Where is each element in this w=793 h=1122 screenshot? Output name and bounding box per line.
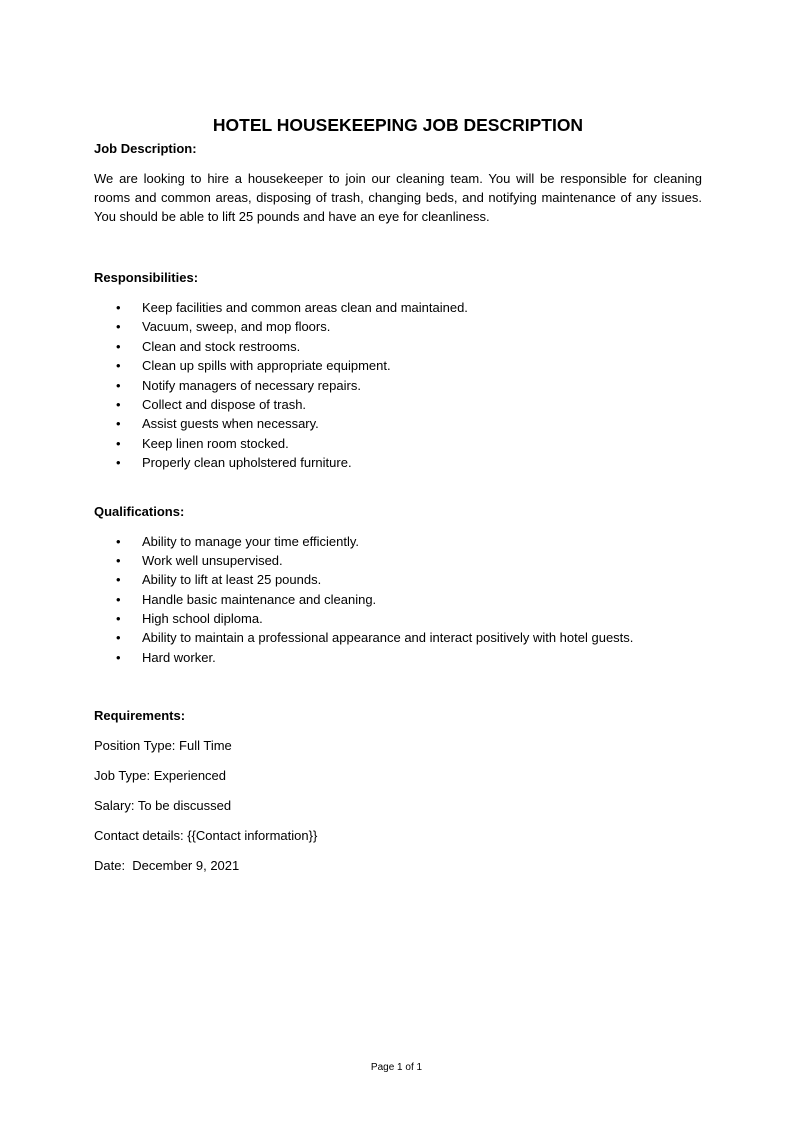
- list-item: [94, 317, 702, 336]
- list-item-text: High school diploma.: [142, 611, 263, 627]
- bullet-icon: •: [116, 435, 121, 451]
- list-item-text: Ability to maintain a professional appearance and interact positively with hotel guests.: [142, 630, 634, 646]
- bullet-icon: •: [116, 416, 121, 432]
- list-item-text: Ability to lift at least 25 pounds.: [142, 572, 322, 588]
- job-description-text: We are looking to hire a housekeeper to join our cleaning team. You will be responsible for cleaning rooms and common areas, disposing of trash, changing beds, and notifying maintenance of any issues. You should be able to lift 25 pounds and have an eye for cleanliness.: [94, 171, 702, 224]
- document-title: HOTEL HOUSEKEEPING JOB DESCRIPTION: [212, 115, 584, 135]
- list-item-text: Keep linen room stocked.: [142, 435, 289, 451]
- qualifications-heading: Qualifications:: [94, 503, 185, 519]
- job-description-heading: Job Description:: [94, 141, 197, 156]
- bullet-icon: •: [116, 572, 121, 588]
- list-item: [94, 356, 702, 375]
- bullet-icon: •: [116, 455, 121, 471]
- contact-details: Contact details: {{Contact information}}: [94, 828, 318, 844]
- bullet-icon: •: [116, 611, 121, 627]
- bullet-icon: •: [116, 358, 121, 374]
- list-item-text: Keep facilities and common areas clean and maintained.: [142, 300, 468, 315]
- list-item-text: Notify managers of necessary repairs.: [142, 377, 361, 393]
- list-item-text: Hard worker.: [142, 649, 216, 665]
- list-item-text: Work well unsupervised.: [142, 552, 283, 568]
- position-type: Position Type: Full Time: [94, 738, 232, 754]
- list-item-text: Clean up spills with appropriate equipment.: [142, 358, 391, 374]
- list-item-text: Clean and stock restrooms.: [142, 338, 301, 354]
- list-item: [94, 551, 702, 570]
- bullet-icon: •: [116, 338, 121, 354]
- page-footer: Page 1 of 1: [370, 1062, 423, 1073]
- list-item: [94, 570, 702, 589]
- bullet-icon: •: [116, 552, 121, 568]
- job-description-section: [94, 141, 702, 226]
- bullet-icon: •: [116, 649, 121, 665]
- bullet-icon: •: [116, 591, 121, 607]
- bullet-icon: •: [116, 300, 121, 315]
- list-item: [94, 414, 702, 433]
- bullet-icon: •: [116, 396, 121, 412]
- requirements-heading: Requirements:: [94, 708, 186, 724]
- list-item: [94, 376, 702, 395]
- list-item: [94, 532, 702, 551]
- list-item: [94, 337, 702, 356]
- list-item-text: Properly clean upholstered furniture.: [142, 455, 352, 471]
- list-item-text: Ability to manage your time efficiently.: [142, 533, 360, 549]
- list-item: [94, 453, 702, 472]
- list-item: [94, 434, 702, 453]
- bullet-icon: •: [116, 630, 121, 646]
- requirements-section: [94, 708, 702, 874]
- list-item: [94, 298, 702, 317]
- list-item: [94, 628, 702, 647]
- bullet-icon: •: [116, 533, 121, 549]
- salary: Salary: To be discussed: [94, 798, 232, 814]
- document-body: [94, 112, 702, 874]
- list-item-text: Assist guests when necessary.: [142, 416, 319, 432]
- bullet-icon: •: [116, 319, 121, 335]
- qualifications-list: [94, 532, 702, 668]
- list-item-text: Handle basic maintenance and cleaning.: [142, 591, 377, 607]
- list-item: [94, 395, 702, 414]
- responsibilities-heading: Responsibilities:: [94, 270, 199, 285]
- list-item-text: Collect and dispose of trash.: [142, 396, 307, 412]
- qualifications-section: [94, 504, 702, 668]
- bullet-icon: •: [116, 377, 121, 393]
- list-item-text: Vacuum, sweep, and mop floors.: [142, 319, 331, 335]
- job-type: Job Type: Experienced: [94, 768, 227, 784]
- date: Date: December 9, 2021: [94, 858, 240, 874]
- responsibilities-list: [94, 298, 702, 473]
- list-item: [94, 648, 702, 667]
- list-item: [94, 609, 702, 628]
- list-item: [94, 590, 702, 609]
- responsibilities-section: [94, 270, 702, 473]
